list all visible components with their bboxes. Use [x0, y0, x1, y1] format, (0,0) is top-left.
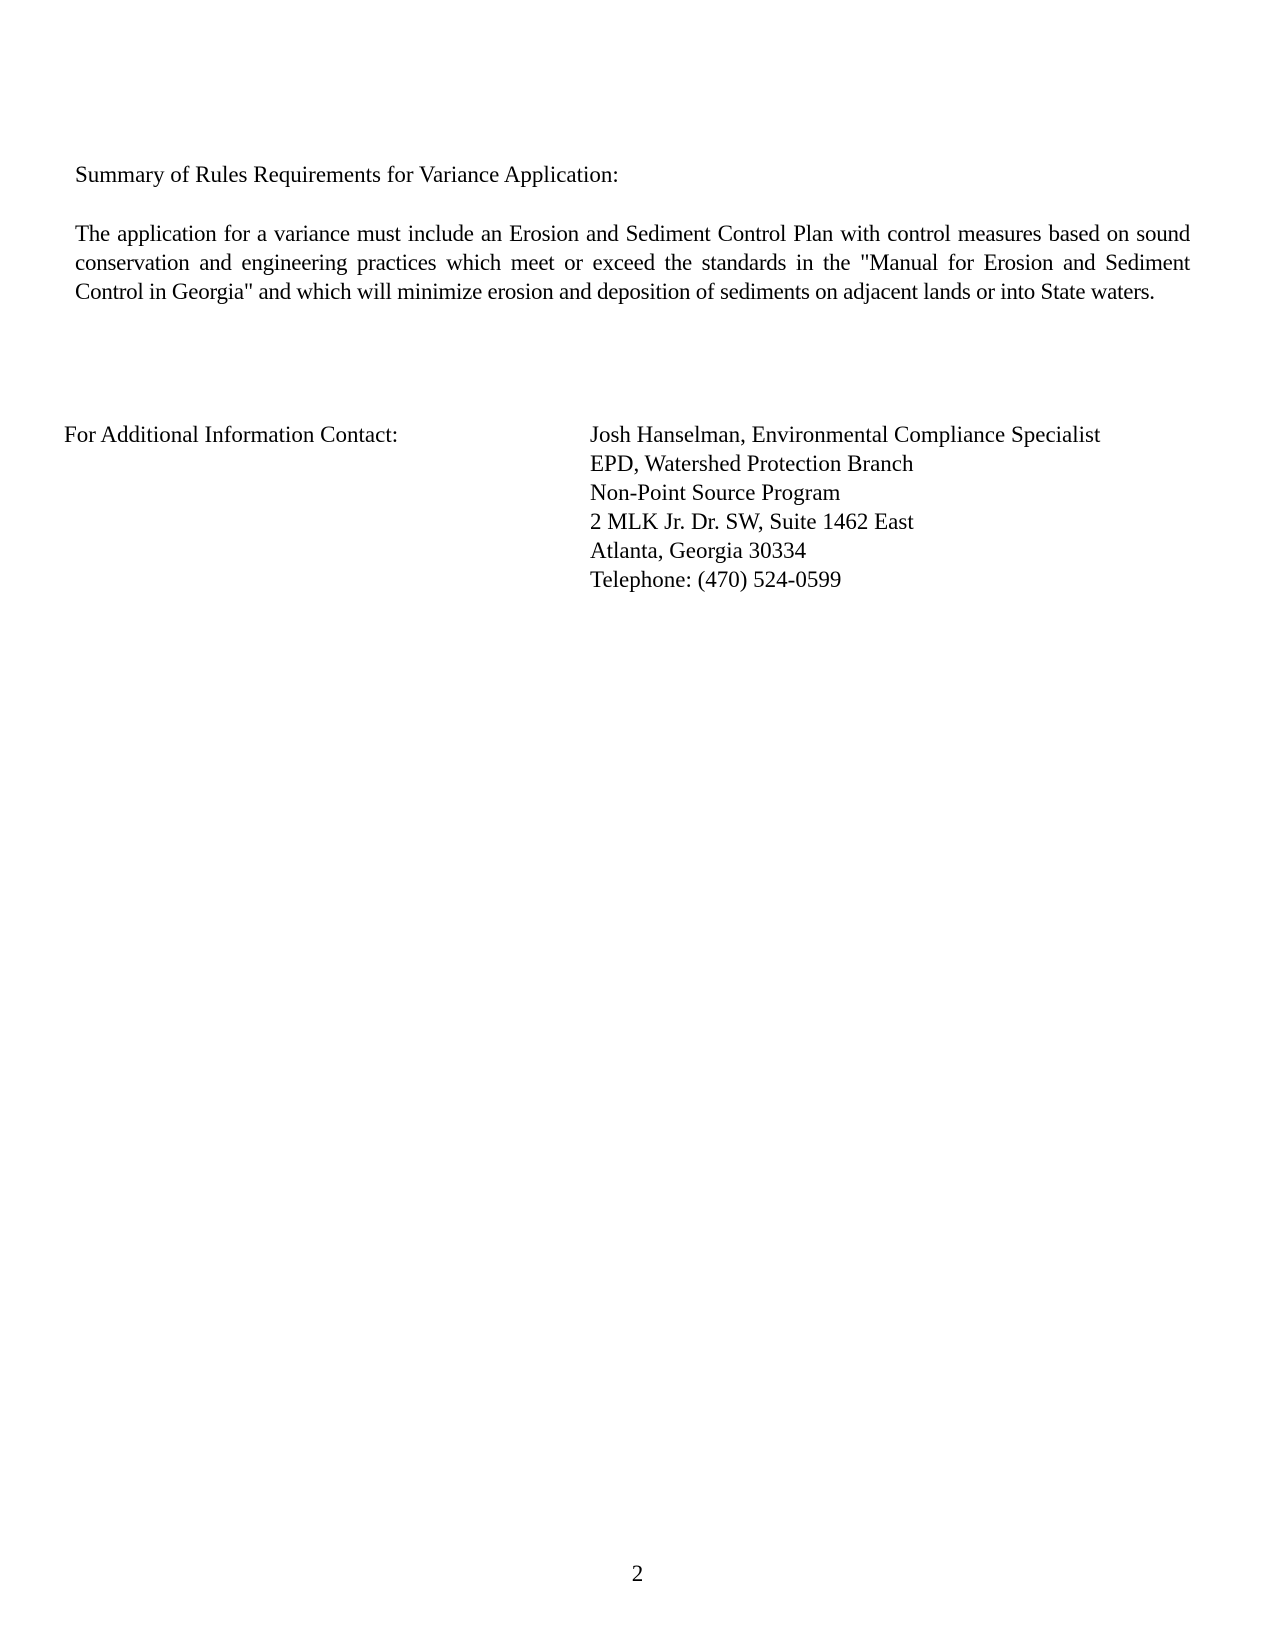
- contact-city-state-zip: Atlanta, Georgia 30334: [590, 538, 807, 563]
- contact-details: [590, 420, 1100, 594]
- contact-name-title: Josh Hanselman, Environmental Compliance Specialist: [590, 422, 1101, 447]
- contact-program: Non-Point Source Program: [590, 480, 841, 505]
- contact-branch: EPD, Watershed Protection Branch: [590, 451, 914, 476]
- contact-label: For Additional Information Contact:: [64, 422, 399, 447]
- contact-street-address: 2 MLK Jr. Dr. SW, Suite 1462 East: [590, 509, 914, 534]
- page-number: 2: [631, 1561, 644, 1586]
- summary-heading: Summary of Rules Requirements for Variance Application:: [75, 162, 619, 187]
- contact-telephone: Telephone: (470) 524-0599: [590, 567, 842, 592]
- summary-paragraph: The application for a variance must include an Erosion and Sediment Control Plan with control measures based on sound conservation and engineering practices which meet or exceed the standards in the "Manual for Erosion and Sediment Control in Georgia" and which will minimize erosion and deposition of sediments on adjacent lands or into State waters.: [75, 221, 1190, 304]
